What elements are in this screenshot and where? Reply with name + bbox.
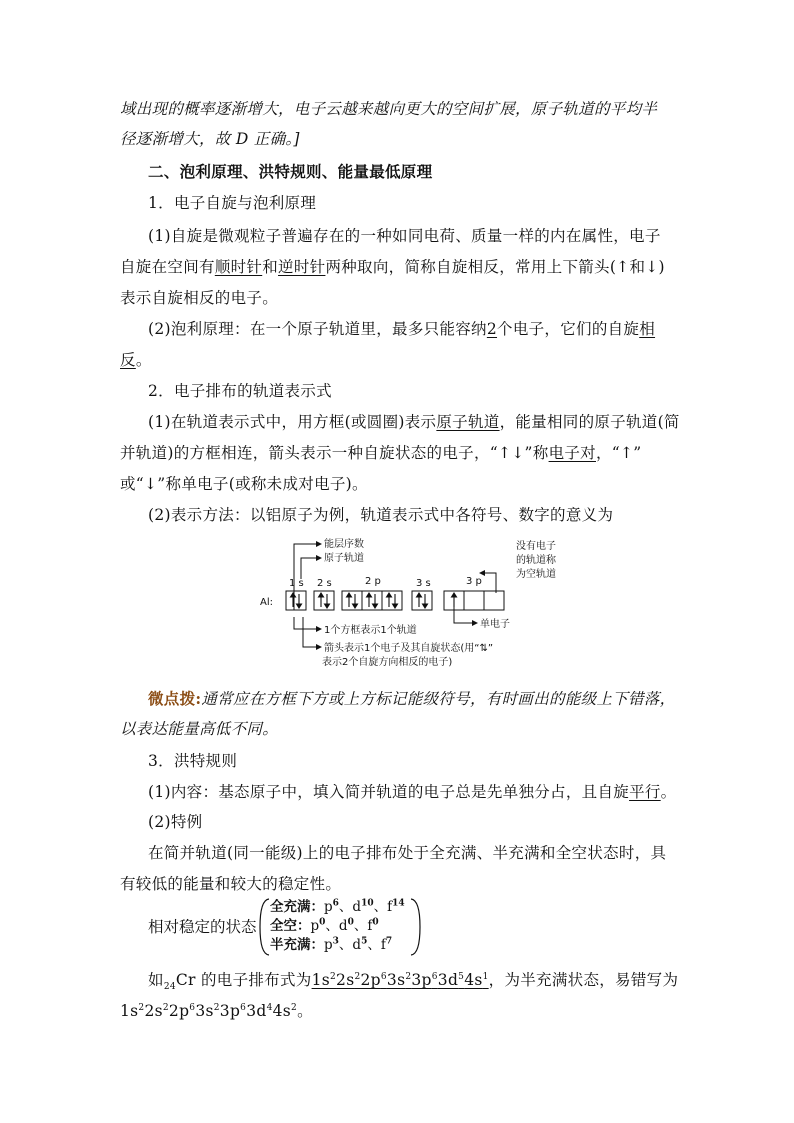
energy-level-label: 能层序数	[324, 539, 364, 550]
text-line: (1)自旋是微观粒子普遍存在的一种如同电荷、质量一样的内在属性，电子	[148, 227, 661, 245]
text: Cr 的电子排布式为	[175, 971, 312, 989]
config-exponent: 6	[189, 1002, 196, 1013]
config-exponent: 5	[458, 971, 465, 982]
config-term: 2p	[360, 971, 381, 989]
underlined-answer: 逆时针	[278, 258, 326, 276]
underlined-answer: 2	[486, 320, 498, 338]
electron-pair	[417, 593, 428, 608]
electron-pair	[291, 593, 302, 608]
text-line: 在简并轨道(同一能级)上的电子排布处于全充满、半充满和全空状态时，具	[148, 844, 667, 862]
underlined-answer: 反	[120, 351, 136, 369]
sublevel-label-1s: 1 s	[289, 578, 304, 589]
arrow-meaning-label: 表示2个自旋方向相反的电子)	[322, 657, 453, 668]
cr-config-correct	[312, 971, 489, 989]
config-exponent: 2	[138, 1002, 145, 1013]
full-state-row: 全充满：$p^6$、$d^{10}$、$f^{14}$	[270, 898, 405, 915]
text-line: 有较低的能量和较大的稳定性。	[120, 875, 342, 893]
text-line	[120, 348, 152, 370]
config-exponent: 2	[213, 1002, 220, 1013]
text-line	[120, 441, 642, 463]
box-meaning-label: 1个方框表示1个轨道	[324, 625, 417, 636]
sublevel-label-3s: 3 s	[416, 578, 431, 589]
text: ，能量相同的原子轨道(简	[499, 413, 680, 431]
text-line	[120, 255, 665, 277]
config-exponent: 6	[240, 1002, 247, 1013]
text-line	[148, 780, 676, 802]
empty-orbital-pointer	[485, 573, 496, 593]
atomic-number: 24	[163, 982, 176, 993]
config-term: 3s	[195, 1002, 214, 1020]
atom-prefix: Al:	[260, 597, 273, 608]
text-line: 或“↓”称单电子(或称未成对电子)。	[120, 475, 368, 493]
text: 自旋在空间有	[120, 258, 215, 276]
underlined-answer: 平行	[629, 783, 661, 801]
orbital-box-1s	[286, 591, 306, 610]
left-brace	[258, 898, 270, 956]
underlined-answer: 顺时针	[214, 258, 263, 276]
empty-orbital-label: 为空轨道	[516, 569, 556, 580]
orbital-label: 原子轨道	[324, 553, 364, 564]
config-term: 3p	[219, 1002, 241, 1020]
config-term: 4s	[464, 971, 483, 989]
config-exponent: 2	[354, 971, 361, 982]
sublevel-label-2s: 2 s	[317, 578, 332, 589]
text: 。	[135, 351, 152, 369]
config-term: 1s	[120, 1002, 139, 1020]
config-exponent: 6	[380, 971, 387, 982]
orbital-box-2p	[342, 591, 362, 610]
orbital-diagram	[258, 535, 588, 673]
text: (1)内容：基态原子中，填入简并轨道的电子总是先单独分占，且自旋	[148, 783, 630, 801]
orbital-box-3p	[484, 591, 504, 610]
text-line	[148, 317, 655, 339]
text: 个电子，它们的自旋	[497, 320, 640, 338]
orbital-box-2p	[382, 591, 402, 610]
text: (2)泡利原理：在一个原子轨道里，最多只能容纳	[148, 320, 487, 338]
text: 。	[660, 783, 677, 801]
text-line: 径逐渐增大，故 D 正确。]	[120, 130, 300, 148]
tip-line: 以表达能量高低不同。	[120, 720, 279, 738]
tip-label: 微点拨:	[148, 689, 202, 708]
subsection-heading: 3．洪特规则	[148, 752, 238, 770]
underlined-answer: 相	[639, 320, 656, 338]
text: 两种取向，简称自旋相反，常用上下箭头(↑和↓)	[325, 258, 665, 276]
text-line	[148, 410, 680, 432]
config-exponent: 6	[431, 971, 438, 982]
text: (1)在轨道表示式中，用方框(或圆圈)表示	[148, 413, 437, 431]
subsection-heading: 1．电子自旋与泡利原理	[148, 194, 317, 212]
text-line: (2)表示方法：以铝原子为例，轨道表示式中各符号、数字的意义为	[148, 506, 614, 524]
config-exponent: 4	[266, 1002, 273, 1013]
text: ，为半充满状态，易错写为	[488, 971, 679, 989]
config-exponent: 2	[162, 1002, 169, 1013]
text: 如	[148, 971, 164, 989]
single-electron-label: 单电子	[480, 619, 510, 630]
config-exponent: 2	[291, 1002, 298, 1013]
arrow-pointer	[303, 617, 316, 647]
text-line: (2)特例	[148, 813, 203, 831]
single-electron	[452, 593, 457, 607]
text: 并轨道)的方框相连，箭头表示一种自旋状态的电子，“↑↓”称	[120, 444, 549, 462]
orbital-pointer	[301, 558, 316, 579]
text: ，“↑”	[595, 444, 642, 462]
empty-orbital-label: 没有电子	[516, 541, 556, 552]
box-pointer	[294, 617, 316, 629]
text-line: 表示自旋相反的电子。	[120, 289, 279, 307]
config-exponent: 1	[482, 971, 489, 982]
text-line	[148, 968, 679, 993]
config-term: 1s	[311, 971, 330, 989]
single-electron-pointer	[454, 605, 472, 623]
orbital-box-3s	[412, 591, 432, 610]
empty-orbital-label: 的轨道称	[516, 555, 556, 566]
config-exponent: 2	[405, 971, 412, 982]
energy-level-pointer	[294, 544, 316, 610]
text-line	[120, 999, 313, 1021]
orbital-box-2p	[362, 591, 382, 610]
config-term: 2p	[168, 1002, 190, 1020]
stable-states-label: 相对稳定的状态	[148, 918, 257, 936]
text: 。	[297, 1002, 313, 1020]
electron-pair	[319, 593, 330, 608]
orbital-box-2s	[314, 591, 334, 610]
text: 通常应在方框下方或上方标记能级符号，有时画出的能级上下错落，	[201, 690, 676, 708]
sublevel-label-3p: 3 p	[466, 576, 482, 587]
cr-config-wrong	[120, 1002, 297, 1020]
electron-pair	[347, 593, 358, 608]
config-term: 3p	[411, 971, 432, 989]
config-term: 3s	[386, 971, 406, 989]
text: 和	[262, 258, 279, 276]
underlined-answer: 原子轨道	[436, 413, 500, 431]
text-line: 域出现的概率逐渐增大，电子云越来越向更大的空间扩展，原子轨道的平均半	[120, 100, 658, 118]
arrow-meaning-label: 箭头表示1个电子及其自旋状态(用“⇅”	[324, 643, 494, 654]
config-term: 3d	[246, 1002, 267, 1020]
config-term: 2s	[144, 1002, 163, 1020]
right-brace	[410, 898, 422, 956]
config-exponent: 2	[330, 971, 337, 982]
orbital-box-3p	[464, 591, 484, 610]
config-term: 2s	[336, 971, 355, 989]
section-heading: 二、泡利原理、洪特规则、能量最低原理	[148, 162, 433, 181]
empty-state-row: 全空：$p^0$、$d^0$、$f^0$	[270, 917, 379, 934]
electron-pair	[367, 593, 378, 608]
config-term: 4s	[272, 1002, 292, 1020]
subsection-heading: 2．电子排布的轨道表示式	[148, 382, 332, 400]
tip-line	[148, 687, 675, 709]
underlined-answer: 电子对	[548, 444, 596, 462]
half-state-row: 半充满：$p^3$、$d^5$、$f^7$	[270, 936, 393, 953]
electron-pair	[387, 593, 398, 608]
config-term: 3d	[437, 971, 459, 989]
sublevel-label-2p: 2 p	[365, 576, 381, 587]
